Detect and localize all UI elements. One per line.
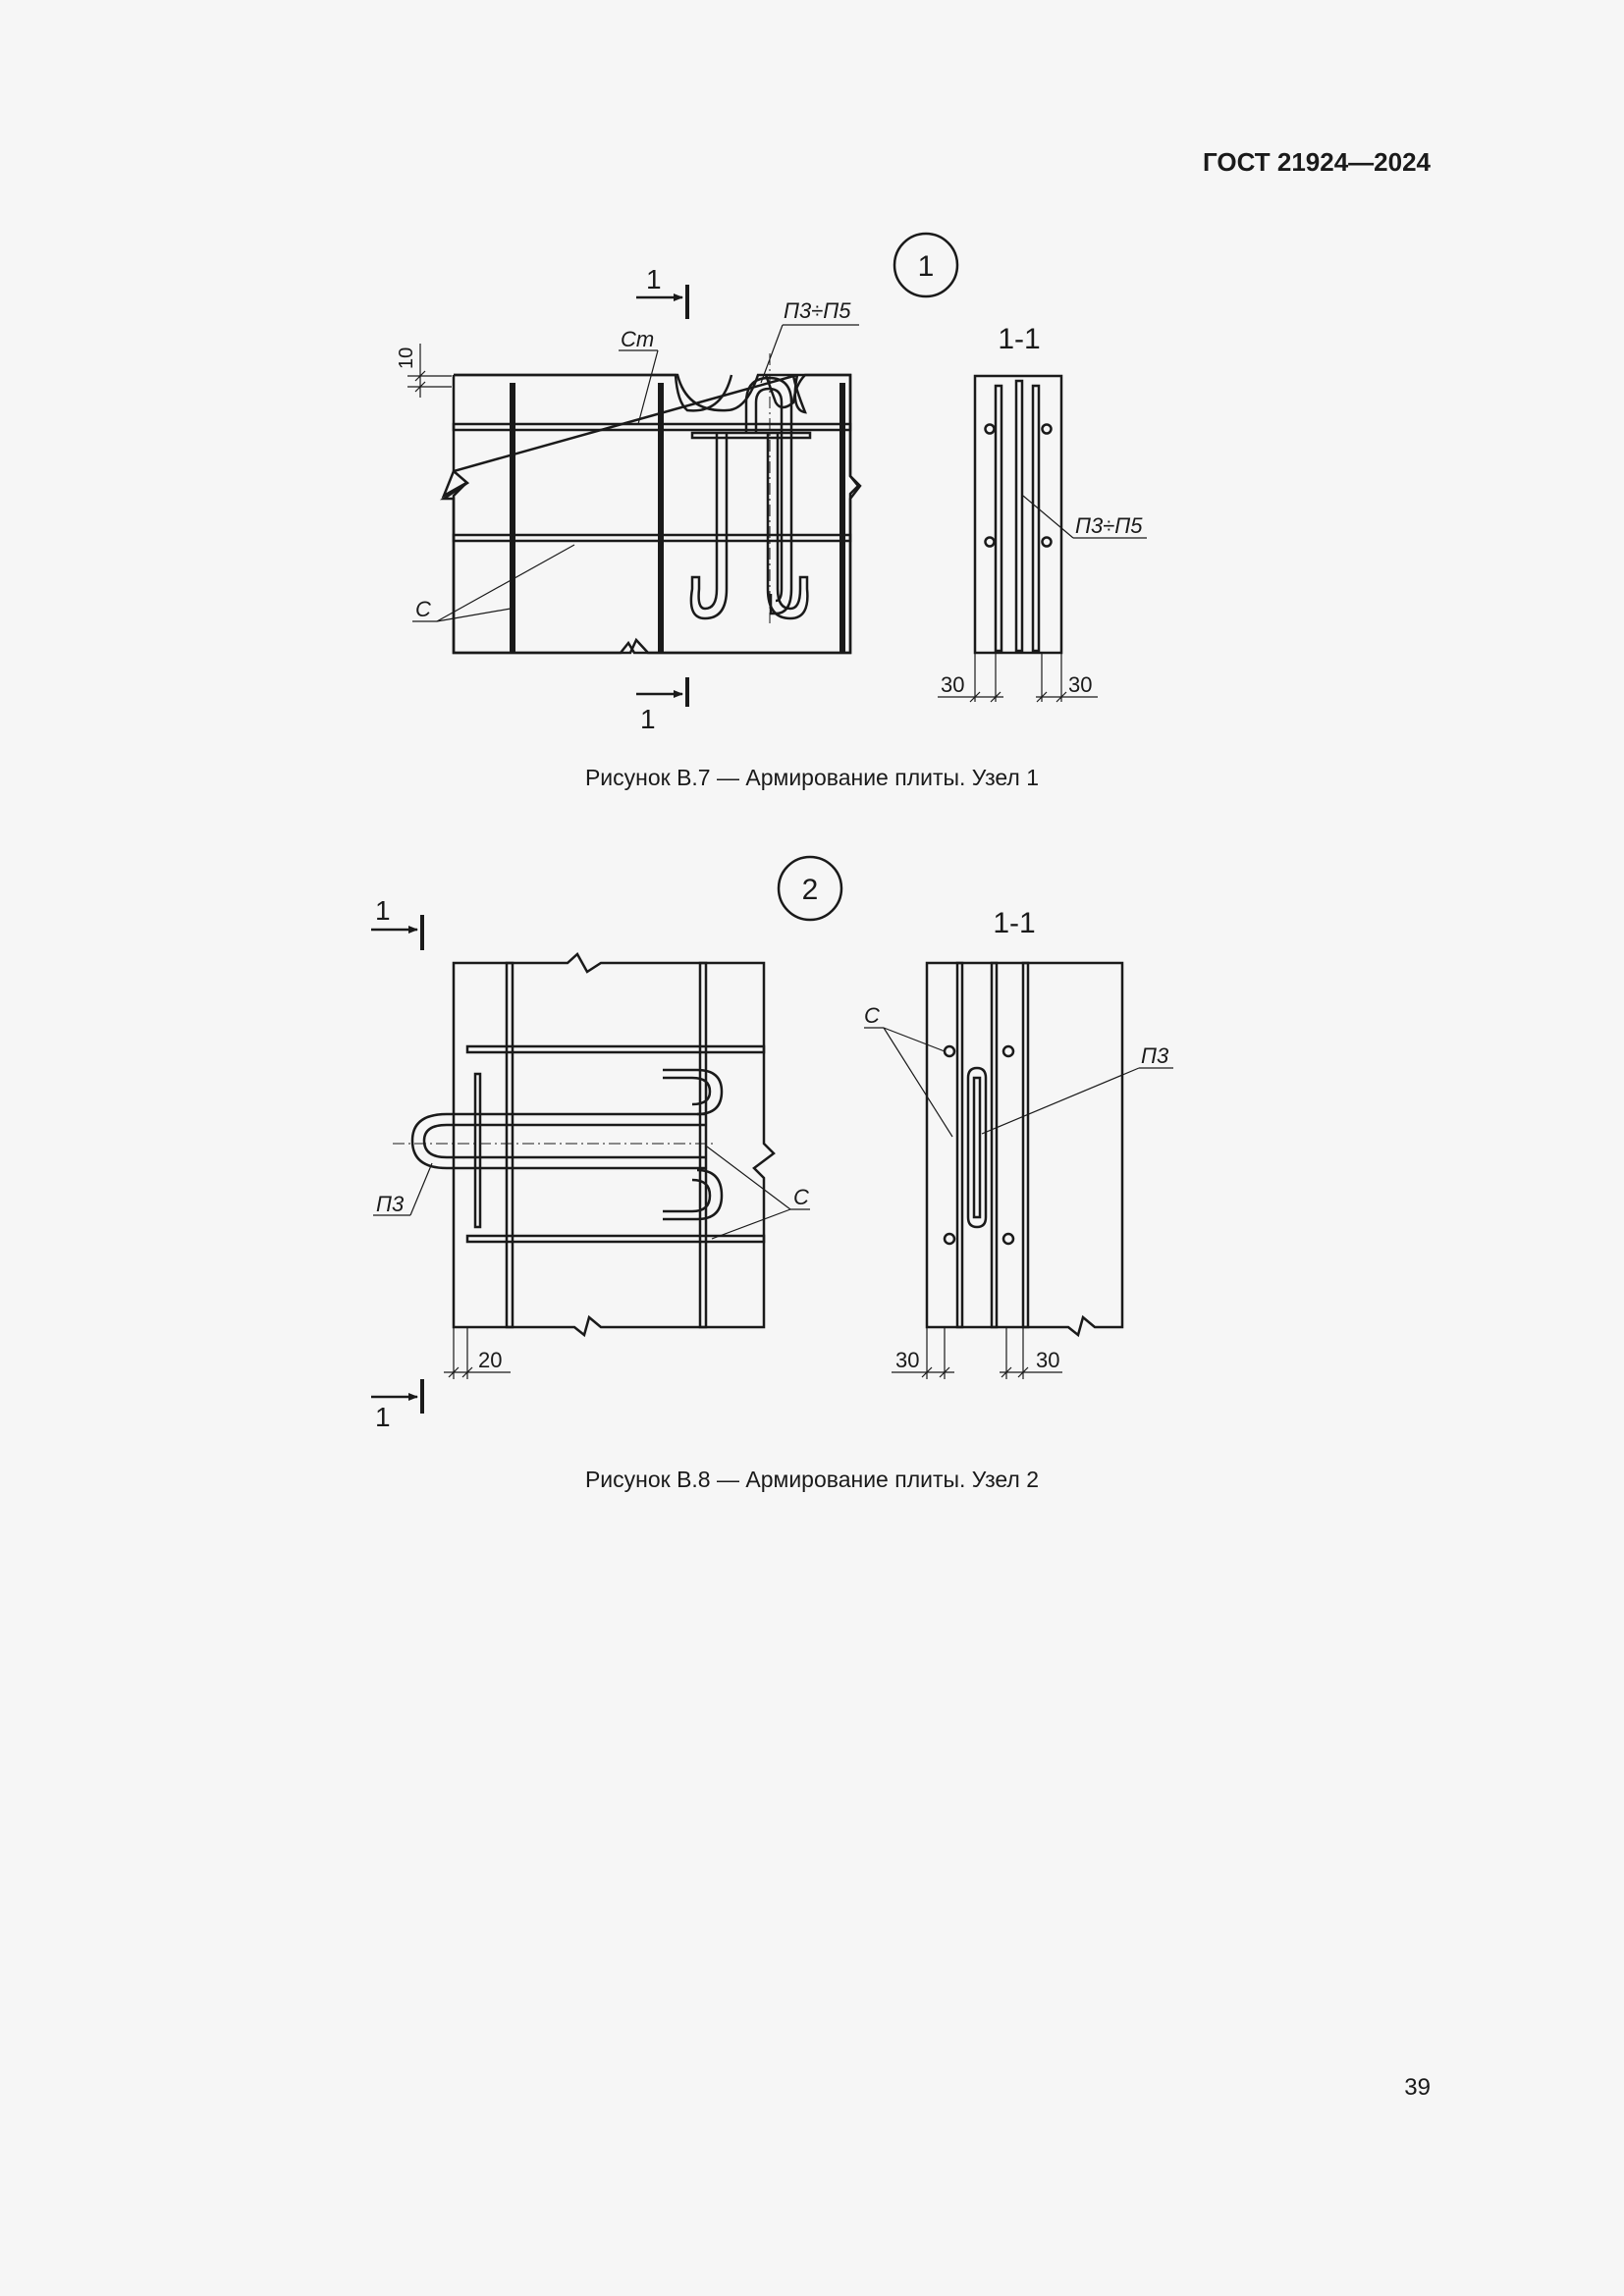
label-p3-section: П3 [1141, 1043, 1169, 1068]
loop-p3 [412, 1114, 707, 1168]
dim-30-right: 30 [1068, 672, 1093, 697]
section-outline [975, 376, 1061, 653]
dim-30-left: 30 [895, 1348, 920, 1372]
section-title: 1-1 [993, 907, 1036, 939]
section-mark-label: 1 [640, 704, 656, 734]
label-c-section: С [864, 1003, 880, 1028]
hook-left [691, 432, 727, 618]
section-mark-label: 1 [646, 264, 662, 294]
plate-outline [444, 375, 858, 653]
dim-30-right: 30 [1036, 1348, 1060, 1372]
hook-right [768, 432, 807, 618]
section-mark-label: 1 [375, 895, 391, 926]
section-mark-label: 1 [375, 1402, 391, 1432]
label-c: С [415, 597, 431, 621]
section-mark-top [371, 895, 422, 950]
dim-10-label: 10 [396, 347, 417, 369]
page-number: 39 [1404, 2074, 1431, 2101]
section-mark-bottom [371, 1379, 422, 1432]
figure-b7 [396, 234, 1147, 734]
figure-b8-caption: Рисунок В.8 — Армирование плиты. Узел 2 [584, 1467, 1040, 1492]
node-number-2: 2 [801, 874, 819, 906]
node-number-1: 1 [917, 250, 935, 283]
label-p3: П3 [376, 1192, 405, 1216]
document-code-header: ГОСТ 21924—2024 [1203, 147, 1431, 177]
label-c: С [793, 1185, 809, 1209]
label-st: Ст [621, 327, 655, 351]
label-p3-p5-section: П3÷П5 [1075, 513, 1143, 538]
plate-outline [454, 954, 774, 1335]
section-title: 1-1 [998, 323, 1041, 355]
section-mark-bottom [636, 677, 687, 734]
node-circle-1 [894, 234, 957, 296]
figure-b8 [371, 857, 1173, 1432]
figure-b7-caption: Рисунок В.7 — Армирование плиты. Узел 1 [584, 765, 1040, 790]
dim-20: 20 [478, 1348, 503, 1372]
label-p3-p5: П3÷П5 [784, 298, 851, 323]
node-circle-2 [779, 857, 841, 920]
section-mark-top [636, 264, 687, 319]
dim-30-left: 30 [941, 672, 965, 697]
